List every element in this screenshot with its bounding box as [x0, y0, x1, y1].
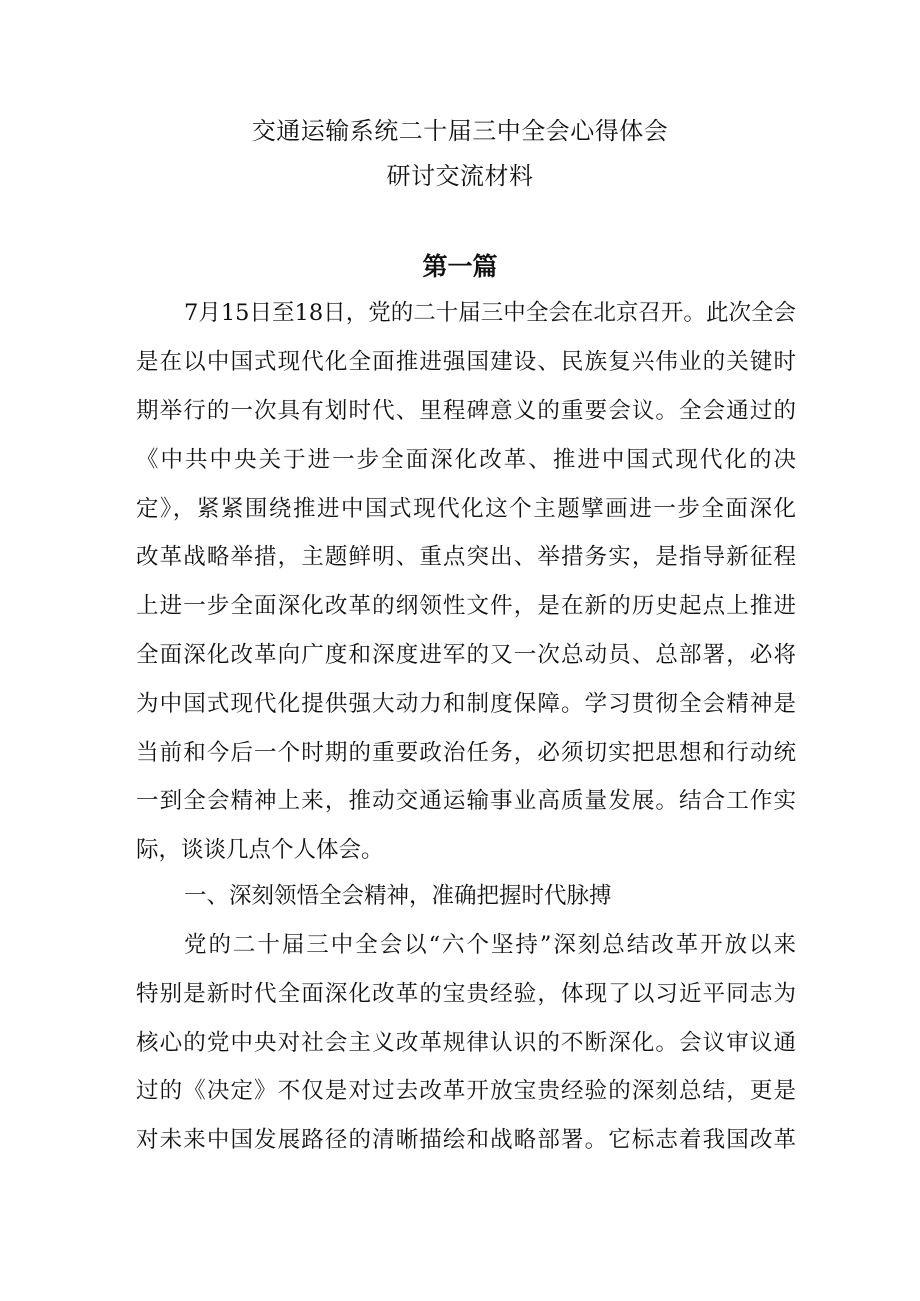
paragraph-line: 改革战略举措，主题鲜明、重点突出、举措务实，是指导新征程	[136, 544, 796, 570]
document-subtitle: 研讨交流材料	[386, 162, 534, 190]
paragraph-line: 《中共中央关于进一步全面深化改革、推进中国式现代化的决	[136, 447, 796, 473]
chapter-heading: 第一篇	[422, 252, 498, 281]
paragraph-line: 7月15日至18日，党的二十届三中全会在北京召开。此次全会	[184, 300, 796, 326]
paragraph-line: 定》，紧紧围绕推进中国式现代化这个主题擘画进一步全面深化	[136, 496, 796, 522]
paragraph-line: 核心的党中央对社会主义改革规律认识的不断深化。会议审议通	[136, 1030, 796, 1056]
paragraph-line: 过的《决定》不仅是对过去改革开放宝贵经验的深刻总结，更是	[136, 1078, 796, 1104]
paragraph-line: 当前和今后一个时期的重要政治任务，必须切实把思想和行动统	[136, 740, 796, 766]
paragraph-line: 全面深化改革向广度和深度进军的又一次总动员、总部署，必将	[136, 642, 796, 668]
paragraph-line: 期举行的一次具有划时代、里程碑意义的重要会议。全会通过的	[136, 398, 796, 424]
paragraph-line: 特别是新时代全面深化改革的宝贵经验，体现了以习近平同志为	[136, 981, 796, 1007]
paragraph-line: 对未来中国发展路径的清晰描绘和战略部署。它标志着我国改革	[136, 1127, 796, 1153]
paragraph-line: 是在以中国式现代化全面推进强国建设、民族复兴伟业的关键时	[136, 349, 796, 375]
paragraph-line: 上进一步全面深化改革的纲领性文件，是在新的历史起点上推进	[136, 593, 796, 619]
paragraph-line: 一到全会精神上来，推动交通运输事业高质量发展。结合工作实	[136, 788, 796, 814]
document-title: 交通运输系统二十届三中全会心得体会	[251, 117, 669, 145]
section-heading: 一、深刻领悟全会精神，准确把握时代脉搏	[184, 883, 612, 909]
paragraph-line: 党的二十届三中全会以“六个坚持”深刻总结改革开放以来	[184, 932, 796, 958]
paragraph-line: 为中国式现代化提供强大动力和制度保障。学习贯彻全会精神是	[136, 691, 796, 717]
paragraph-line: 际，谈谈几点个人体会。	[136, 837, 384, 863]
